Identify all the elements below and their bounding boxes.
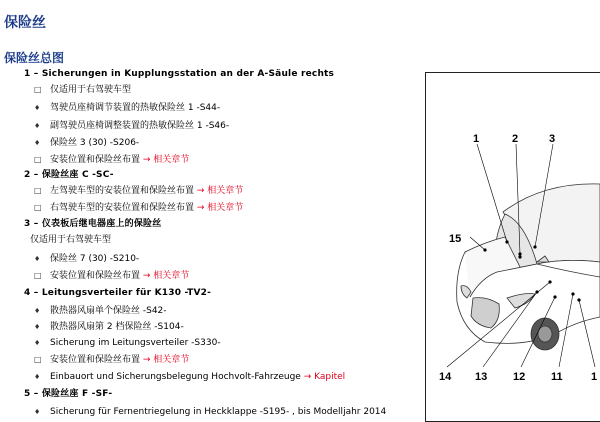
diamond-bullet-icon [34, 100, 50, 116]
callout-1: 1 [473, 133, 480, 145]
list-item [34, 118, 229, 134]
square-bullet-icon [34, 82, 50, 98]
item-text: Sicherung für Fernentriegelung in Heckklappe -S195- , bis Modelljahr 2014 [50, 407, 387, 417]
list-item [34, 183, 243, 199]
item-text: 保险丝 3 (30) -S206- [50, 138, 140, 148]
callout-13: 13 [475, 371, 488, 383]
section-heading [24, 216, 161, 232]
item-text: Einbauort und Sicherungsbelegung Hochvolt-Fahrzeuge [50, 372, 301, 382]
list-item [34, 335, 221, 351]
car-fuse-diagram [425, 72, 600, 418]
related-chapter-link[interactable]: → 相关章节 [142, 355, 190, 365]
item-text: 安装位置和保险丝布置 [50, 155, 141, 165]
item-text: 保险丝 7 (30) -S210- [50, 254, 140, 264]
list-item [34, 251, 139, 267]
related-chapter-link[interactable]: → 相关章节 [196, 186, 244, 196]
list-item [34, 100, 220, 116]
item-text: Sicherung im Leitungsverteiler -S330- [50, 338, 221, 348]
section-title: 保险丝总图 [4, 51, 65, 65]
list-item [34, 152, 189, 168]
square-bullet-icon [34, 183, 50, 199]
diamond-bullet-icon [34, 303, 50, 319]
related-chapter-link[interactable]: → 相关章节 [142, 271, 190, 281]
callout-15: 15 [449, 233, 462, 245]
related-chapter-link[interactable]: → Kapitel [303, 372, 346, 382]
diamond-bullet-icon [34, 369, 50, 385]
diamond-bullet-icon [34, 251, 50, 267]
page-title: 保险丝 [4, 15, 46, 31]
square-bullet-icon [34, 352, 50, 368]
callout-11: 11 [551, 371, 563, 383]
item-text: 左驾驶车型的安装位置和保险丝布置 [50, 186, 195, 196]
item-text: 散热器风扇单个保险丝 -S42- [50, 306, 167, 316]
callout-14: 14 [439, 371, 452, 383]
list-note [30, 232, 111, 248]
list-item [34, 369, 345, 385]
item-text: 安装位置和保险丝布置 [50, 271, 141, 281]
item-text: 仅适用于右驾驶车型 [50, 85, 132, 95]
list-item [34, 82, 131, 98]
related-chapter-link[interactable]: → 相关章节 [142, 155, 190, 165]
section-heading [24, 66, 334, 82]
item-text: 安装位置和保险丝布置 [50, 355, 141, 365]
callout-1-bottom: 1 [591, 371, 598, 383]
car-illustration [457, 184, 600, 350]
callout-3: 3 [549, 133, 556, 145]
diamond-bullet-icon [34, 335, 50, 351]
section-heading [24, 285, 211, 301]
diamond-bullet-icon [34, 135, 50, 151]
item-text: 右驾驶车型的安装位置和保险丝布置 [50, 203, 195, 213]
list-item [34, 303, 167, 319]
diamond-bullet-icon [34, 319, 50, 335]
item-text: 仅适用于右驾驶车型 [30, 235, 112, 245]
list-item [34, 200, 243, 216]
callout-2: 2 [512, 133, 519, 145]
square-bullet-icon [34, 200, 50, 216]
section-heading [24, 167, 114, 183]
callout-12: 12 [513, 371, 526, 383]
list-item [34, 135, 139, 151]
list-item [34, 352, 189, 368]
item-text: 2 – 保险丝座 C -SC- [24, 170, 114, 180]
item-text: 驾驶员座椅调节装置的热敏保险丝 1 -S44- [50, 103, 221, 113]
square-bullet-icon [34, 152, 50, 168]
diamond-bullet-icon [34, 118, 50, 134]
square-bullet-icon [34, 268, 50, 284]
item-text: 4 – Leitungsverteiler für K130 -TV2- [24, 288, 212, 298]
section-heading [24, 386, 112, 402]
list-item [34, 268, 189, 284]
item-text: 1 – Sicherungen in Kupplungsstation an der A-Säule rechts [24, 69, 335, 79]
related-chapter-link[interactable]: → 相关章节 [196, 203, 244, 213]
list-item [34, 319, 184, 335]
item-text: 副驾驶员座椅调整装置的热敏保险丝 1 -S46- [50, 121, 230, 131]
item-text: 5 – 保险丝座 F -SF- [24, 389, 113, 399]
item-text: 散热器风扇第 2 档保险丝 -S104- [50, 322, 184, 332]
item-text: 3 – 仪表板后继电器座上的保险丝 [24, 219, 162, 229]
